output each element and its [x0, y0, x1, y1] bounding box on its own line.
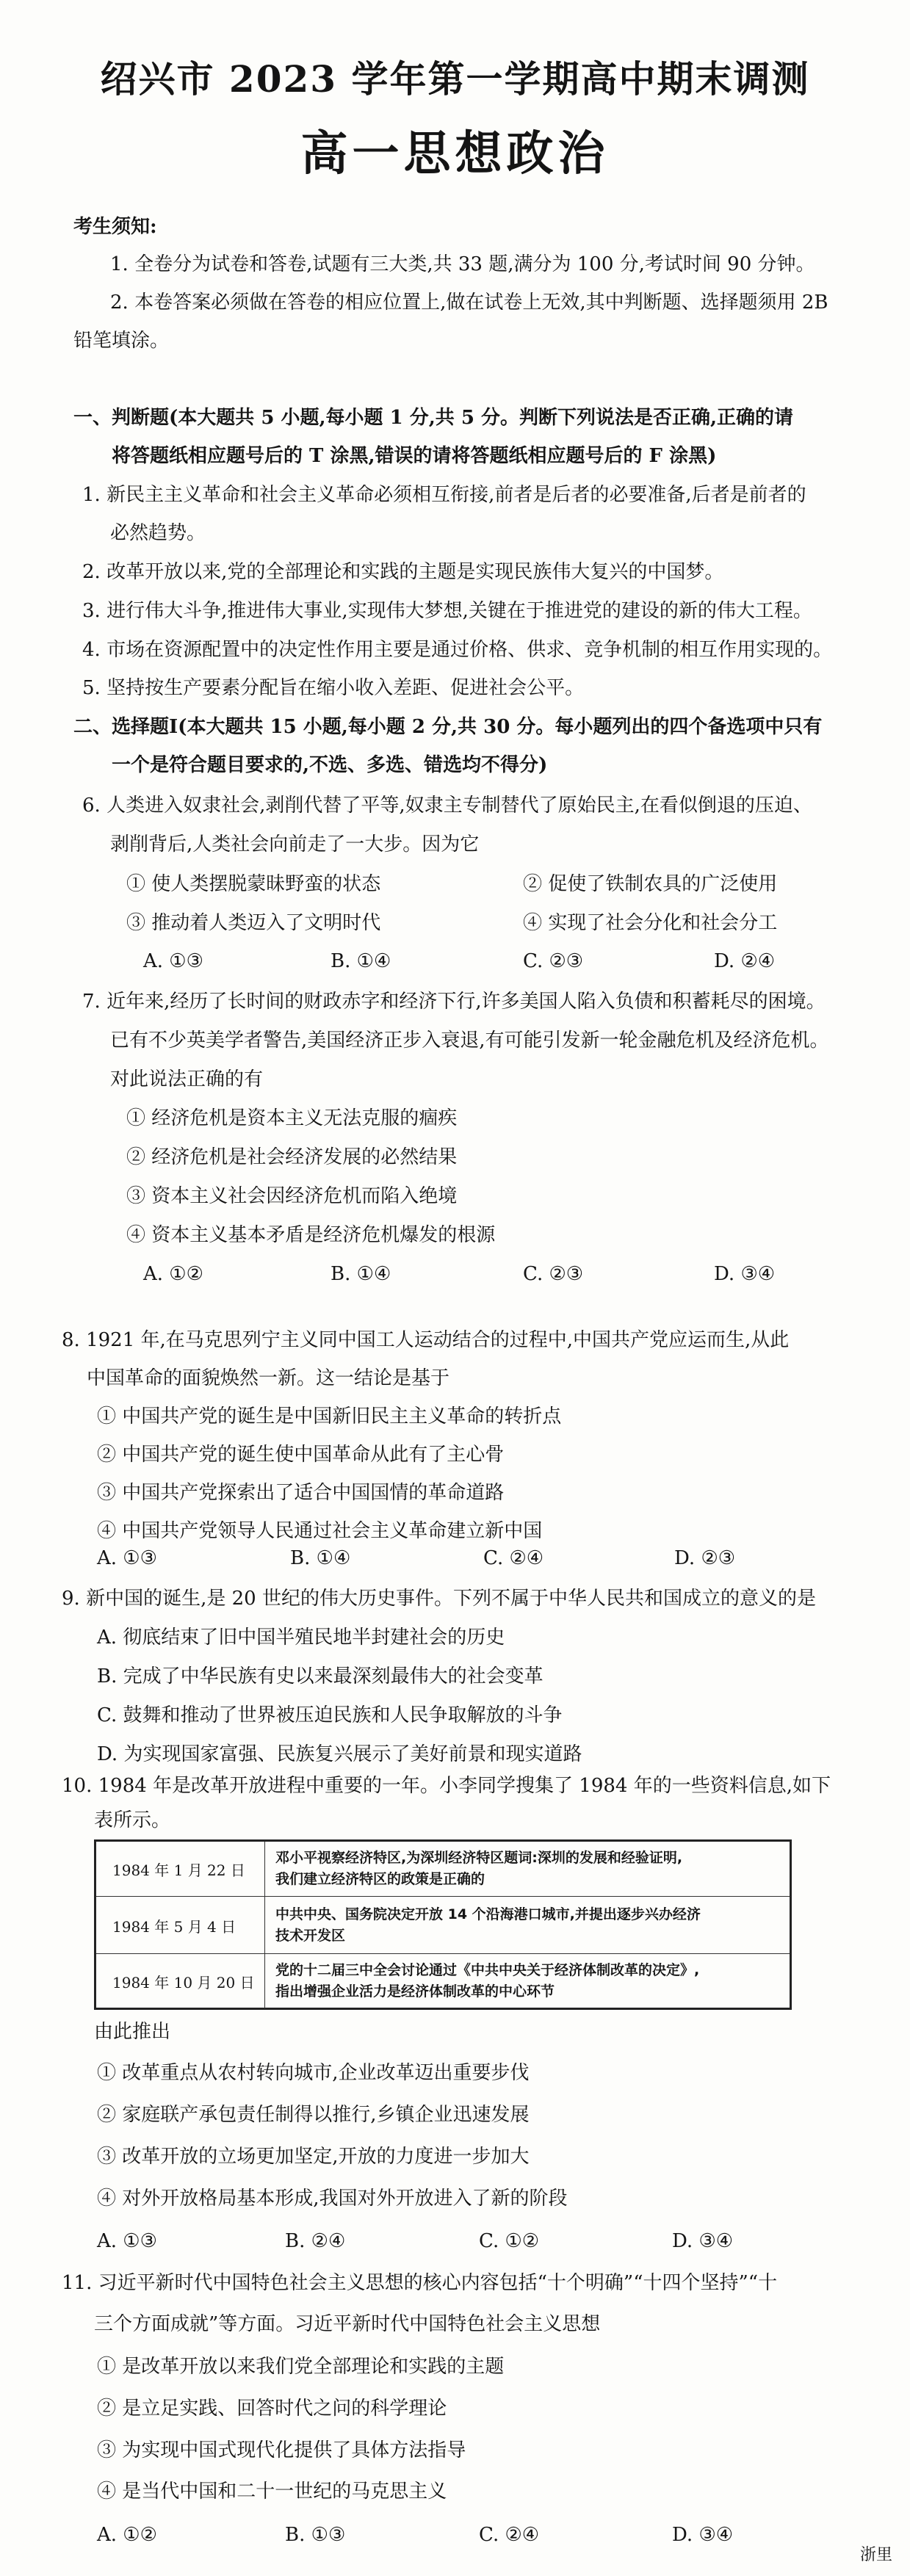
q7-option-4: ④ 资本主义基本矛盾是经济危机爆发的根源 [126, 1224, 496, 1246]
q4: 4. 市场在资源配置中的决定性作用主要是通过价格、供求、竞争机制的相互作用实现的。 [82, 639, 833, 661]
q8-choice-a: A. ①③ [97, 1547, 157, 1569]
q6-option-4: ④ 实现了社会分化和社会分工 [523, 912, 778, 934]
q7-stem-1: 7. 近年来,经历了长时间的财政赤字和经济下行,许多美国人陷入负债和积蓄耗尽的困境。 [82, 991, 826, 1013]
table-date: 1984 年 1 月 22 日 [96, 1842, 265, 1896]
q8-choice-d: D. ②③ [674, 1547, 736, 1569]
q10-stem-1: 10. 1984 年是改革开放进程中重要的一年。小李同学搜集了 1984 年的一些资料信息,如下 [62, 1775, 831, 1797]
q8-option-2: ② 中国共产党的诞生使中国革命从此有了主心骨 [97, 1444, 505, 1466]
q7-stem-3: 对此说法正确的有 [110, 1068, 264, 1090]
q8-stem-2: 中国革命的面貌焕然一新。这一结论是基于 [87, 1367, 450, 1389]
q10-table [94, 1839, 792, 2010]
q6-option-3: ③ 推动着人类迈入了文明时代 [126, 912, 381, 934]
table-row [96, 1842, 790, 1896]
q10-option-4: ④ 对外开放格局基本形成,我国对外开放进入了新的阶段 [97, 2188, 568, 2210]
q11-choice-d: D. ③④ [672, 2524, 734, 2546]
q9-option-c: C. 鼓舞和推动了世界被压迫民族和人民争取解放的斗争 [97, 1704, 563, 1726]
q8-option-4: ④ 中国共产党领导人民通过社会主义革命建立新中国 [97, 1520, 543, 1542]
q10-option-3: ③ 改革开放的立场更加坚定,开放的力度进一步加大 [97, 2146, 530, 2168]
section1-heading-cont: 将答题纸相应题号后的 T 涂黑,错误的请将答题纸相应题号后的 F 涂黑) [112, 445, 717, 467]
q8-option-1: ① 中国共产党的诞生是中国新旧民主主义革命的转折点 [97, 1405, 562, 1428]
q9-option-d: D. 为实现国家富强、民族复兴展示了美好前景和现实道路 [97, 1743, 582, 1765]
section2-heading-cont: 一个是符合题目要求的,不选、多选、错选均不得分) [112, 754, 548, 776]
q11-choice-b: B. ①③ [285, 2524, 346, 2546]
q6-stem-1: 6. 人类进入奴隶社会,剥削代替了平等,奴隶主专制替代了原始民主,在看似倒退的压迫、 [82, 795, 812, 817]
q7-choice-d: D. ③④ [714, 1263, 776, 1285]
q7-stem-2: 已有不少英美学者警告,美国经济正步入衰退,有可能引发新一轮金融危机及经济危机。 [110, 1030, 829, 1052]
corner-watermark: 浙里 [859, 2546, 892, 2564]
q3: 3. 进行伟大斗争,推进伟大事业,实现伟大梦想,关键在于推进党的建设的新的伟大工程。 [82, 600, 812, 622]
q6-option-2: ② 促使了铁制农具的广泛使用 [523, 873, 778, 895]
table-date: 1984 年 10 月 20 日 [96, 1954, 265, 2008]
q8-choice-c: C. ②④ [483, 1547, 544, 1569]
q7-choice-c: C. ②③ [523, 1263, 584, 1285]
q6-stem-2: 剥削背后,人类社会向前走了一大步。因为它 [110, 833, 480, 855]
q11-option-1: ① 是改革开放以来我们党全部理论和实践的主题 [97, 2356, 505, 2378]
q11-choice-a: A. ①② [97, 2524, 157, 2546]
notice-item-2: 2. 本卷答案必须做在答卷的相应位置上,做在试卷上无效,其中判断题、选择题须用 2B [110, 292, 828, 314]
table-date: 1984 年 5 月 4 日 [96, 1897, 265, 1954]
q10-choice-d: D. ③④ [672, 2230, 734, 2252]
q11-option-4: ④ 是当代中国和二十一世纪的马克思主义 [97, 2481, 447, 2503]
table-row [96, 1953, 790, 2008]
q11-option-3: ③ 为实现中国式现代化提供了具体方法指导 [97, 2439, 466, 2461]
table-event: 党的十二届三中全会讨论通过《中共中央关于经济体制改革的决定》, 指出增强企业活力是经济体制改革的中心环节 [275, 1962, 700, 2000]
q5: 5. 坚持按生产要素分配旨在缩小收入差距、促进社会公平。 [82, 677, 585, 699]
notice-item-2-cont: 铅笔填涂。 [73, 330, 170, 352]
table-event: 邓小平视察经济特区,为深圳经济特区题词:深圳的发展和经验证明, 我们建立经济特区的政策是正确的 [275, 1850, 683, 1887]
exam-title: 绍兴市 2023 学年第一学期高中期末调测 [100, 57, 810, 101]
q11-option-2: ② 是立足实践、回答时代之问的科学理论 [97, 2398, 447, 2420]
q6-choice-a: A. ①③ [143, 950, 203, 972]
q9-option-a: A. 彻底结束了旧中国半殖民地半封建社会的历史 [97, 1627, 505, 1649]
table-row [96, 1896, 790, 1954]
q6-option-1: ① 使人类摆脱蒙昧野蛮的状态 [126, 873, 381, 895]
q6-choice-d: D. ②④ [714, 950, 776, 972]
q10-lead: 由此推出 [94, 2021, 171, 2043]
q2: 2. 改革开放以来,党的全部理论和实践的主题是实现民族伟大复兴的中国梦。 [82, 561, 724, 583]
q11-stem-2: 三个方面成就”等方面。习近平新时代中国特色社会主义思想 [94, 2313, 601, 2335]
q6-choice-c: C. ②③ [523, 950, 584, 972]
section2-heading: 二、选择题Ⅰ(本大题共 15 小题,每小题 2 分,共 30 分。每小题列出的四个备选项中只有 [73, 716, 823, 738]
q10-choice-b: B. ②④ [285, 2230, 346, 2252]
notice-item-1: 1. 全卷分为试卷和答卷,试题有三大类,共 33 题,满分为 100 分,考试时间 90 分钟。 [110, 253, 815, 275]
q7-choice-b: B. ①④ [331, 1263, 391, 1285]
q10-option-1: ① 改革重点从农村转向城市,企业改革迈出重要步伐 [97, 2062, 530, 2084]
q8-choice-b: B. ①④ [290, 1547, 351, 1569]
q11-stem-1: 11. 习近平新时代中国特色社会主义思想的核心内容包括“十个明确”“十四个坚持”“十 [62, 2272, 778, 2294]
q10-choice-a: A. ①③ [97, 2230, 157, 2252]
q1-line2: 必然趋势。 [110, 522, 206, 544]
table-event: 中共中央、国务院决定开放 14 个沿海港口城市,并提出逐步兴办经济 技术开发区 [275, 1906, 701, 1944]
subject-title: 高一思想政治 [300, 126, 610, 181]
section1-heading: 一、判断题(本大题共 5 小题,每小题 1 分,共 5 分。判断下列说法是否正确,正确的请 [73, 407, 794, 429]
q10-option-2: ② 家庭联产承包责任制得以推行,乡镇企业迅速发展 [97, 2104, 530, 2126]
q10-stem-2: 表所示。 [94, 1809, 171, 1831]
q7-option-1: ① 经济危机是资本主义无法克服的痼疾 [126, 1107, 458, 1129]
q9-option-b: B. 完成了中华民族有史以来最深刻最伟大的社会变革 [97, 1665, 544, 1687]
q8-stem-1: 8. 1921 年,在马克思列宁主义同中国工人运动结合的过程中,中国共产党应运而生,从此 [62, 1329, 790, 1351]
q7-option-2: ② 经济危机是社会经济发展的必然结果 [126, 1146, 458, 1168]
q9-stem: 9. 新中国的诞生,是 20 世纪的伟大历史事件。下列不属于中华人民共和国成立的意义的是 [62, 1588, 816, 1610]
q8-option-3: ③ 中国共产党探索出了适合中国国情的革命道路 [97, 1482, 505, 1504]
q7-option-3: ③ 资本主义社会因经济危机而陷入绝境 [126, 1185, 458, 1207]
notice-heading: 考生须知: [73, 216, 157, 238]
q1-line1: 1. 新民主主义革命和社会主义革命必须相互衔接,前者是后者的必要准备,后者是前者的 [82, 484, 806, 506]
q10-choice-c: C. ①② [479, 2230, 540, 2252]
q7-choice-a: A. ①② [143, 1263, 203, 1285]
q11-choice-c: C. ②④ [479, 2524, 540, 2546]
q6-choice-b: B. ①④ [331, 950, 391, 972]
